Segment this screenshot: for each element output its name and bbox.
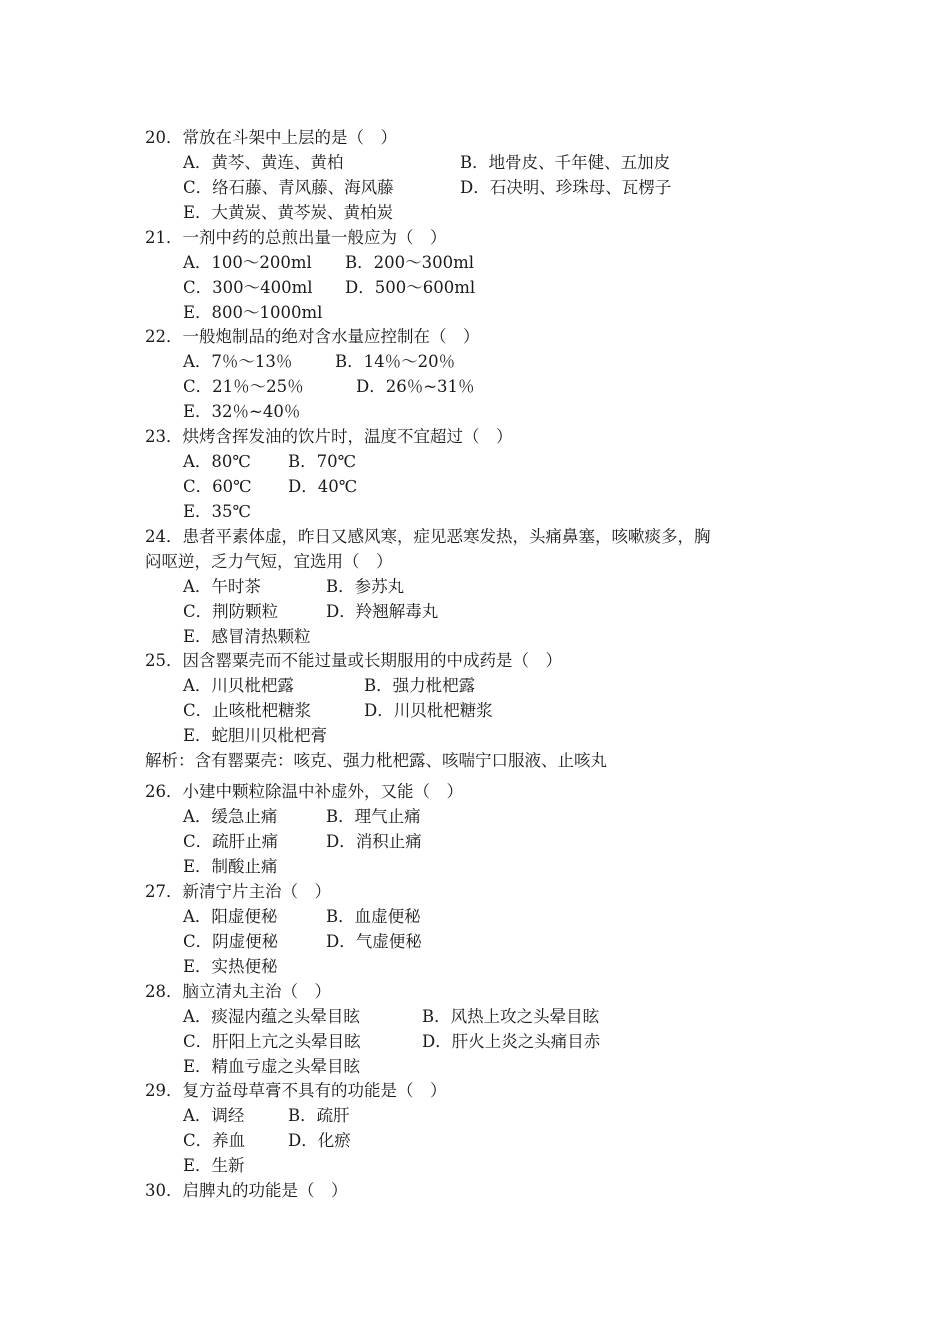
option-a: A．7％～13％: [183, 352, 293, 371]
option-c: C．肝阳上亢之头晕目眩: [183, 1032, 361, 1051]
option-b: B．理气止痛: [326, 807, 421, 826]
question-stem: 23．烘烤含挥发油的饮片时，温度不宜超过（ ）: [145, 427, 513, 446]
option-e: E．制酸止痛: [183, 857, 278, 876]
option-b: B．70℃: [288, 452, 357, 471]
option-e: E．32％~40％: [183, 402, 301, 421]
option-a: A．80℃: [183, 452, 251, 471]
option-d: D．化瘀: [288, 1131, 351, 1150]
question-stem: 22．一般炮制品的绝对含水量应控制在（ ）: [145, 327, 480, 346]
option-d: D．40℃: [288, 477, 358, 496]
question-stem: 29．复方益母草膏不具有的功能是（ ）: [145, 1081, 447, 1100]
option-d: D．川贝枇杷糖浆: [364, 701, 493, 720]
option-b: B．风热上攻之头晕目眩: [422, 1007, 600, 1026]
option-a: A．黄芩、黄连、黄柏: [183, 153, 344, 172]
option-d: D．羚翘解毒丸: [326, 602, 439, 621]
option-c: C．阴虚便秘: [183, 932, 279, 951]
option-a: A．川贝枇杷露: [183, 676, 294, 695]
option-c: C．300～400ml: [183, 278, 313, 297]
option-c: C．21％～25％: [183, 377, 304, 396]
option-b: B．14％～20％: [335, 352, 456, 371]
option-b: B．参苏丸: [326, 577, 405, 596]
question-stem: 30．启脾丸的功能是（ ）: [145, 1181, 348, 1200]
question-stem-line-1: 24．患者平素体虚，昨日又感风寒，症见恶寒发热，头痛鼻塞，咳嗽痰多，胸: [145, 527, 711, 546]
question-stem: 25．因含罂粟壳而不能过量或长期服用的中成药是（ ）: [145, 651, 562, 670]
question-stem: 20．常放在斗架中上层的是（ ）: [145, 128, 397, 147]
question-stem: 21．一剂中药的总煎出量一般应为（ ）: [145, 228, 447, 247]
option-c: C．止咳枇杷糖浆: [183, 701, 312, 720]
option-d: D．26％~31％: [356, 377, 475, 396]
option-c: C．荆防颗粒: [183, 602, 279, 621]
option-b: B．地骨皮、千年健、五加皮: [460, 153, 671, 172]
option-e: E．大黄炭、黄芩炭、黄柏炭: [183, 203, 394, 222]
option-e: E．生新: [183, 1156, 245, 1175]
option-e: E．实热便秘: [183, 957, 278, 976]
option-a: A．阳虚便秘: [183, 907, 278, 926]
option-a: A．调经: [183, 1106, 245, 1125]
option-d: D．气虚便秘: [326, 932, 422, 951]
option-e: E．35℃: [183, 502, 251, 521]
option-b: B．血虚便秘: [326, 907, 421, 926]
option-e: E．精血亏虚之头晕目眩: [183, 1057, 361, 1076]
option-b: B．强力枇杷露: [364, 676, 476, 695]
option-c: C．络石藤、青风藤、海风藤: [183, 178, 394, 197]
option-b: B．200～300ml: [345, 253, 475, 272]
option-c: C．疏肝止痛: [183, 832, 279, 851]
option-e: E．感冒清热颗粒: [183, 627, 311, 646]
option-a: A．午时茶: [183, 577, 261, 596]
analysis-note: 解析：含有罂粟壳：咳克、强力枇杷露、咳喘宁口服液、止咳丸: [145, 751, 607, 770]
question-stem: 27．新清宁片主治（ ）: [145, 882, 331, 901]
question-stem: 28．脑立清丸主治（ ）: [145, 982, 331, 1001]
option-c: C．60℃: [183, 477, 252, 496]
option-d: D．500～600ml: [345, 278, 476, 297]
option-a: A．缓急止痛: [183, 807, 278, 826]
option-e: E．800～1000ml: [183, 303, 323, 322]
option-d: D．肝火上炎之头痛目赤: [422, 1032, 601, 1051]
option-d: D．石决明、珍珠母、瓦楞子: [460, 178, 672, 197]
option-b: B．疏肝: [288, 1106, 350, 1125]
option-e: E．蛇胆川贝枇杷膏: [183, 726, 328, 745]
option-a: A．100～200ml: [183, 253, 312, 272]
question-stem-line-2: 闷呕逆，乏力气短，宜选用（ ）: [145, 552, 393, 571]
option-a: A．痰湿内蕴之头晕目眩: [183, 1007, 360, 1026]
question-stem: 26．小建中颗粒除温中补虚外，又能（ ）: [145, 782, 463, 801]
option-c: C．养血: [183, 1131, 246, 1150]
option-d: D．消积止痛: [326, 832, 422, 851]
